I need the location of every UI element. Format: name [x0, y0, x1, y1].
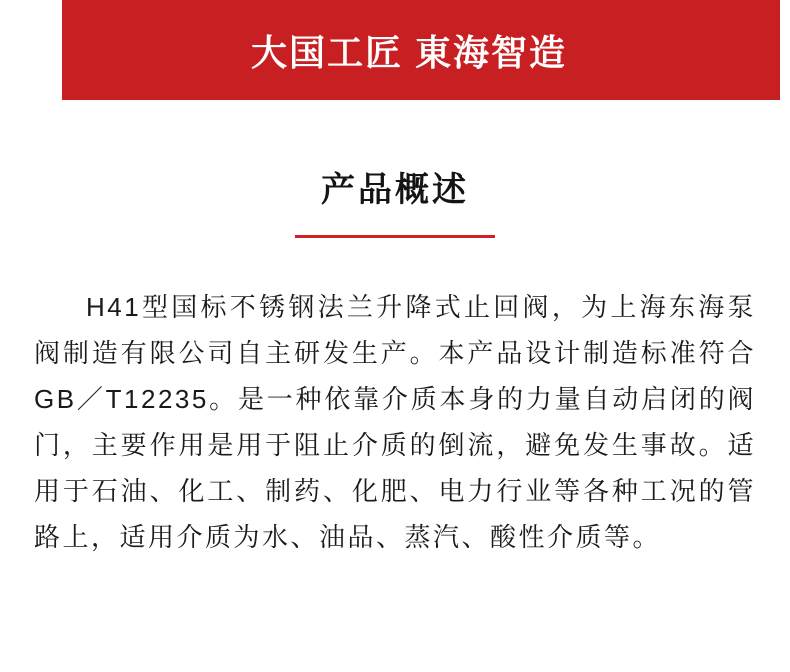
section-heading: 产品概述 — [321, 171, 469, 209]
banner-title: 大国工匠 東海智造 — [250, 31, 567, 73]
product-overview-section — [0, 162, 790, 560]
banner-left-white-bar — [0, 0, 62, 100]
heading-underline-rule — [295, 235, 495, 238]
overview-paragraph: H41型国标不锈钢法兰升降式止回阀，为上海东海泵阀制造有限公司自主研发生产。本产品设计制造标准符合GB／T12235。是一种依靠介质本身的力量自动启闭的阀门，主要作用是用于阻止介质的倒流，避免发生事故。适用于石油、化工、制药、化肥、电力行业等各种工况的管路上，适用介质为水、油品、蒸汽、酸性介质等。 — [34, 292, 756, 552]
banner-right-white-bar — [780, 0, 790, 100]
header-banner — [0, 0, 790, 100]
section-heading-wrap — [0, 162, 790, 238]
